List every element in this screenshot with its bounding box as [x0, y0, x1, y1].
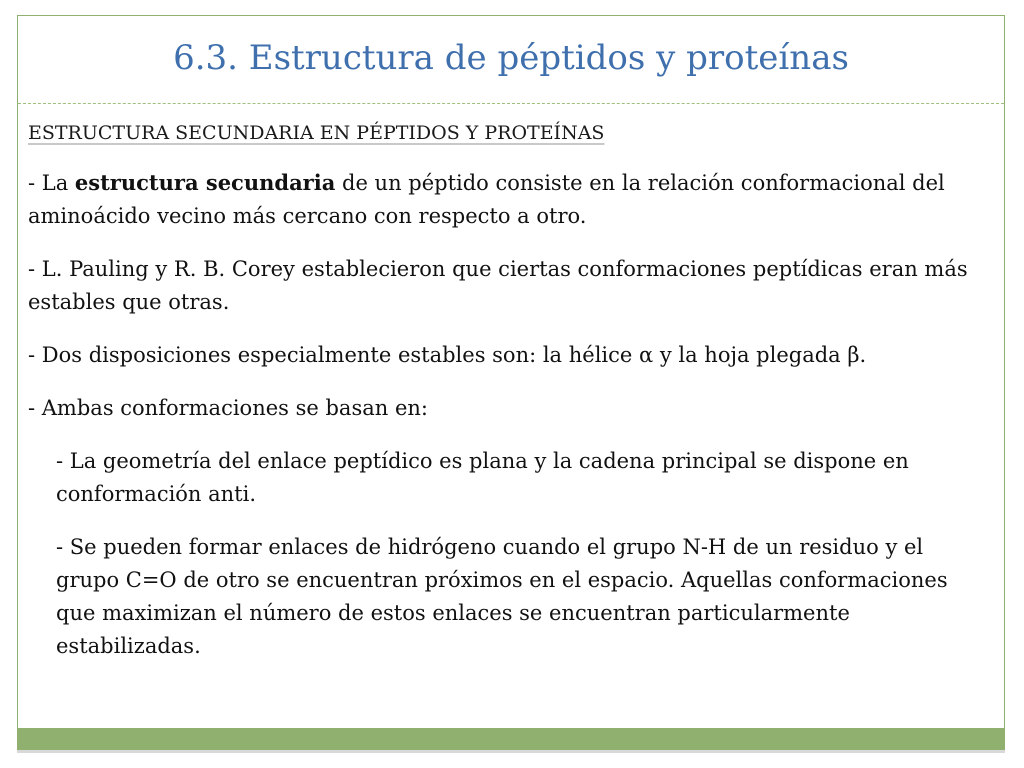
sub-paragraph-geometry: - La geometría del enlace peptídico es plana y la cadena principal se dispone en conformación anti.	[56, 449, 909, 506]
slide-frame	[17, 15, 1005, 750]
paragraph-suffix: de un péptido consiste en la relación conformacional del aminoácido vecino más cercano con respecto a otro.	[28, 171, 945, 228]
sub-paragraph-hydrogen-bonds: - Se pueden formar enlaces de hidrógeno cuando el grupo N-H de un residuo y el grupo C=O de otro se encuentran próximos en el espacio. Aquellas conformaciones que maximizan el número de estos enlaces se encuentran particularmente estabilizadas.	[56, 535, 948, 658]
paragraph-stable-dispositions: - Dos disposiciones especialmente estables son: la hélice α y la hoja plegada β.	[28, 343, 867, 367]
title-area	[18, 16, 1004, 104]
paragraph-pauling-corey: - L. Pauling y R. B. Corey establecieron que ciertas conformaciones peptídicas eran más estables que otras.	[28, 257, 968, 314]
bold-term: estructura secundaria	[74, 170, 336, 195]
slide-body	[28, 120, 988, 683]
bottom-accent-bar	[17, 728, 1005, 750]
section-heading: ESTRUCTURA SECUNDARIA EN PÉPTIDOS Y PROTEÍNAS	[28, 122, 605, 144]
bottom-shadow	[17, 750, 1005, 753]
paragraph-secondary-structure	[28, 166, 988, 233]
paragraph-both-conformations: - Ambas conformaciones se basan en:	[28, 396, 428, 420]
slide-title: 6.3. Estructura de péptidos y proteínas	[173, 38, 849, 78]
paragraph-prefix: - La	[28, 171, 75, 195]
